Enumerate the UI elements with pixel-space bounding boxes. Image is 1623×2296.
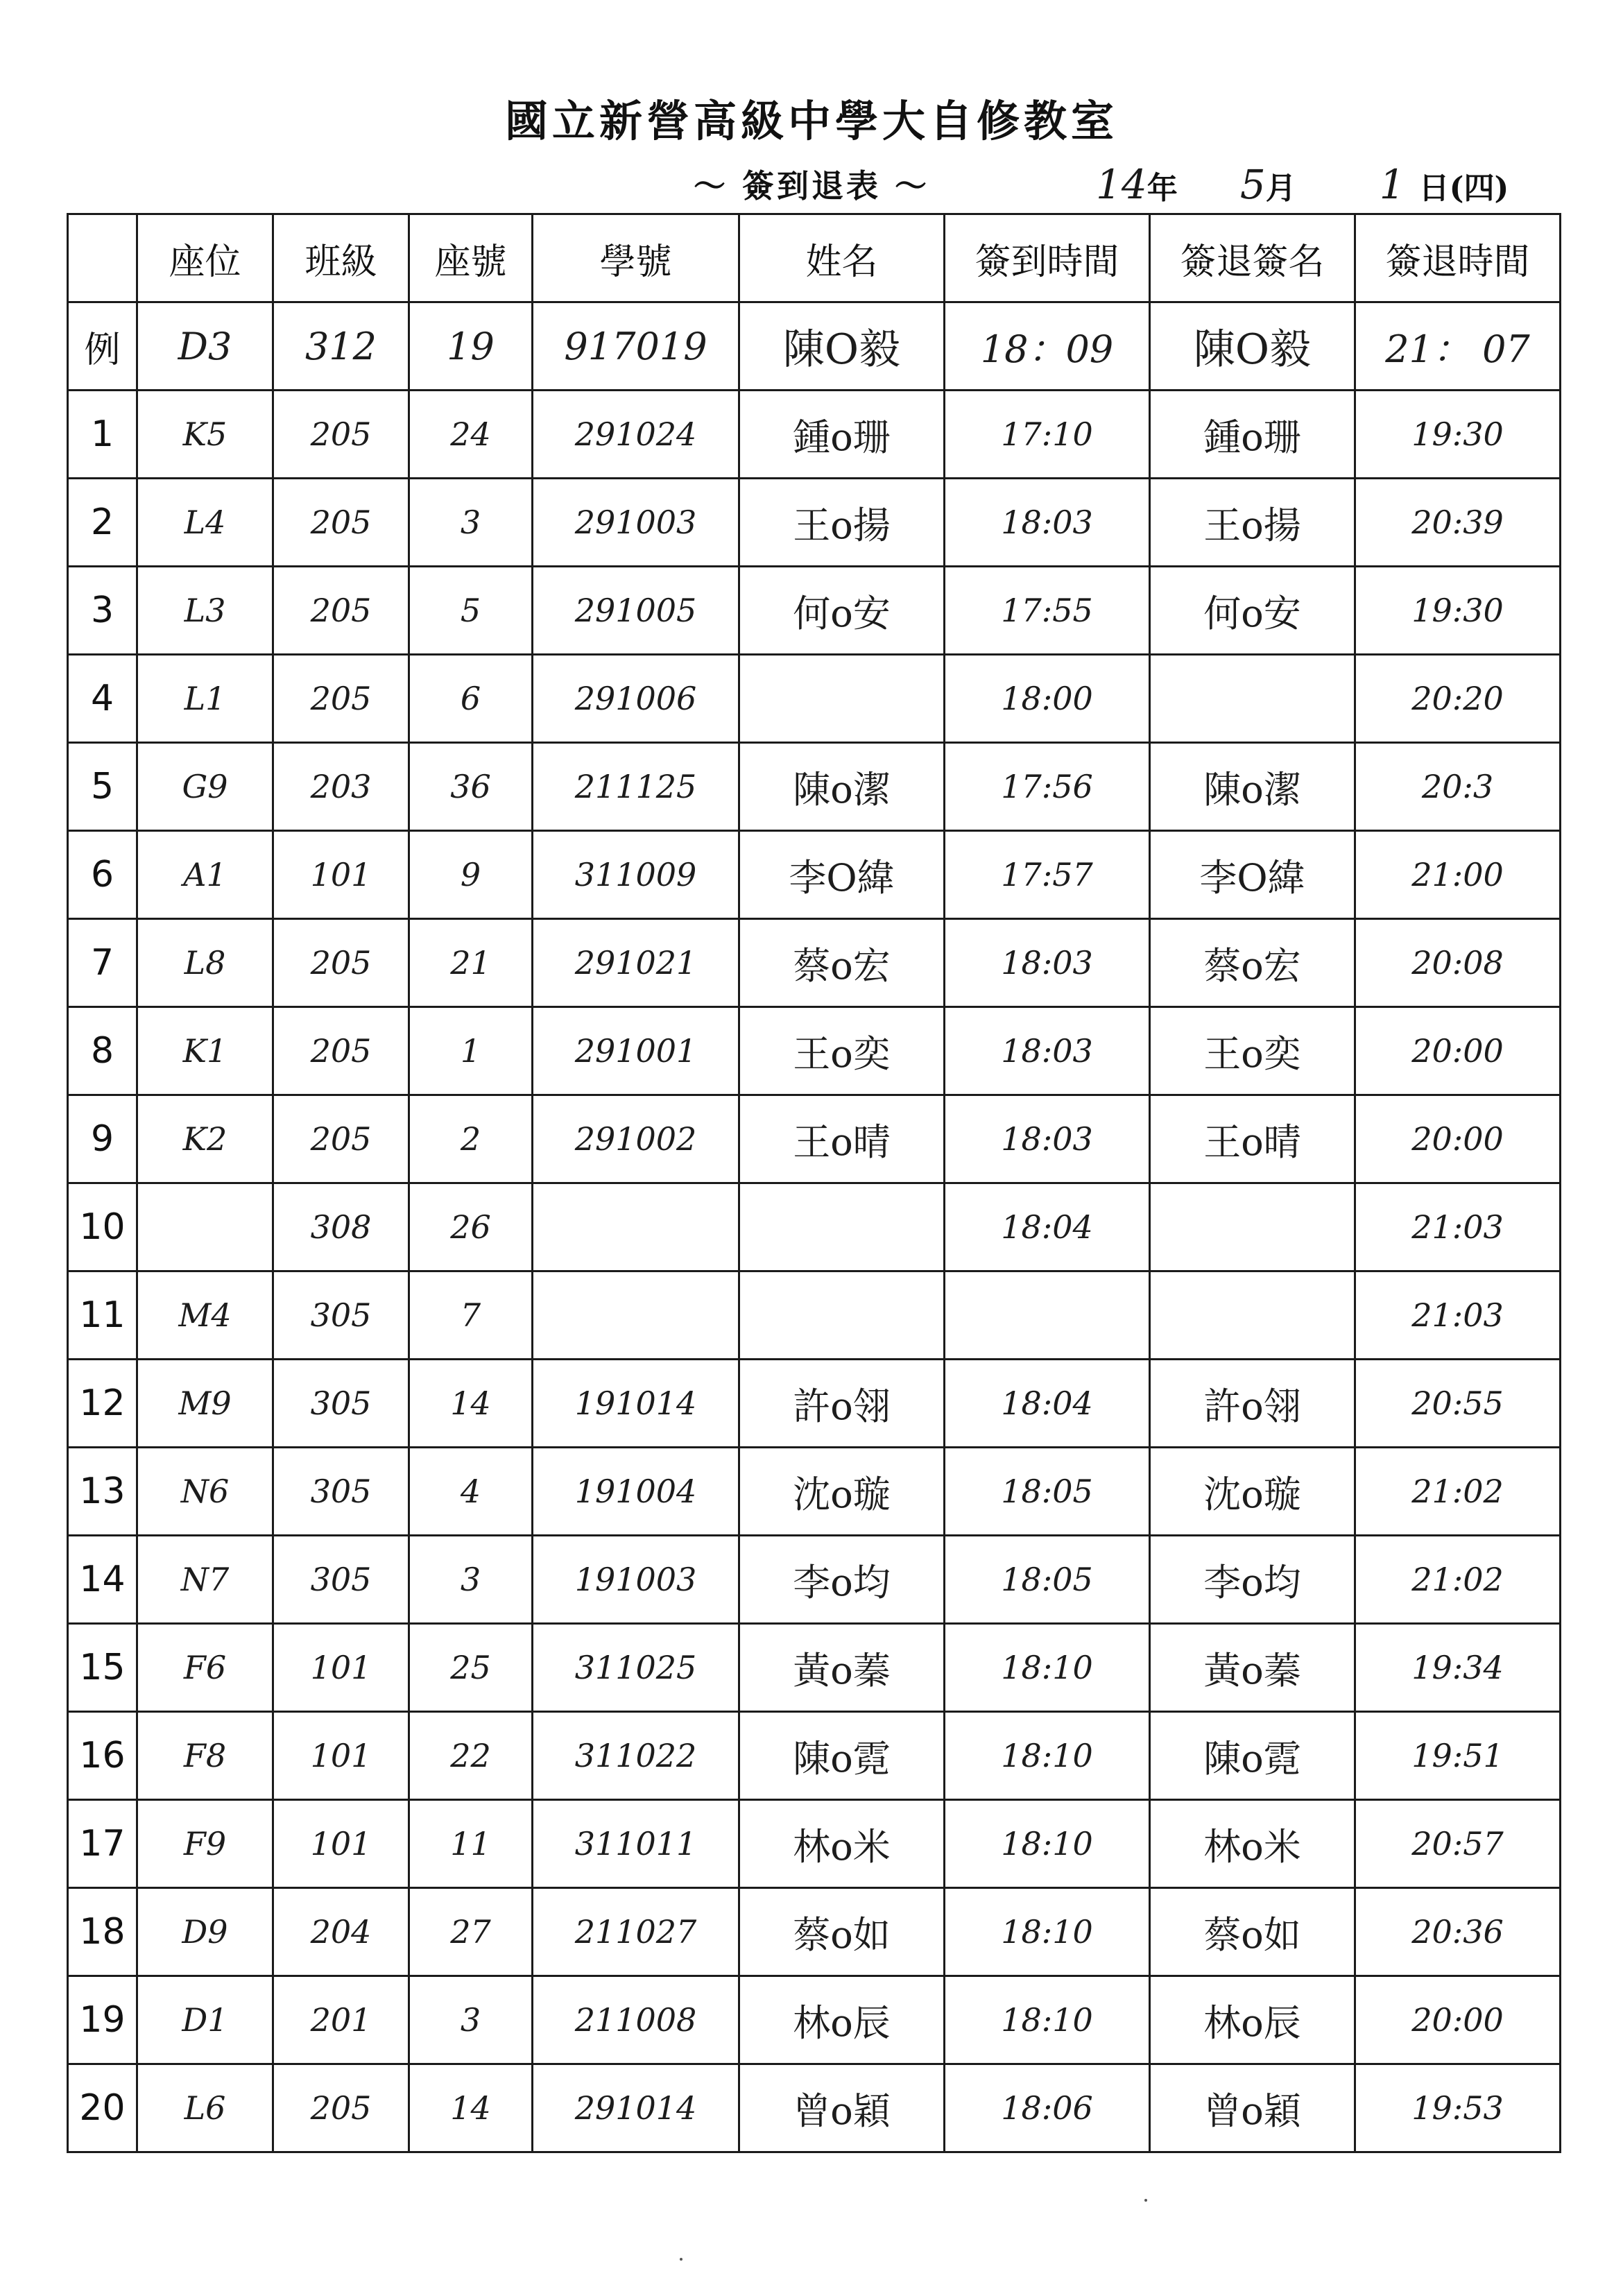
cell-class: 201 [273,1976,409,2064]
table-row [68,1183,1561,1271]
row-number: 3 [68,567,137,655]
row-number: 1 [68,391,137,479]
table-row [68,1976,1561,2064]
row-number: 17 [68,1800,137,1888]
cell-sign-in-time: 18:03 [945,919,1150,1007]
cell-sign-out-time: 20:00 [1355,1976,1561,2064]
cell-name: 陳o潔 [739,743,945,831]
row-number: 2 [68,479,137,567]
table-row [68,919,1561,1007]
cell-student-id: 191014 [533,1360,739,1448]
cell-name: 黃o蓁 [739,1624,945,1712]
table-row [68,1888,1561,1976]
cell-student-id: 311009 [533,831,739,919]
cell-sign-out-time: 20:20 [1355,655,1561,743]
cell-student-id: 291003 [533,479,739,567]
cell-sign-out-name: 李o均 [1150,1536,1355,1624]
table-row [68,2064,1561,2152]
cell-seat: N6 [137,1448,273,1536]
example-sign-out-name: 陳O毅 [1150,302,1355,391]
row-number: 9 [68,1095,137,1183]
row-number: 15 [68,1624,137,1712]
cell-class: 205 [273,1095,409,1183]
cell-number: 1 [409,1007,533,1095]
cell-sign-out-name [1150,655,1355,743]
cell-name: 李o均 [739,1536,945,1624]
cell-sign-out-time: 21:03 [1355,1183,1561,1271]
cell-sign-out-time: 20:00 [1355,1007,1561,1095]
example-student-id: 917019 [533,302,739,391]
scan-speck [1144,2199,1147,2202]
cell-name: 林o辰 [739,1976,945,2064]
cell-sign-out-time: 20:39 [1355,479,1561,567]
cell-number: 7 [409,1271,533,1360]
cell-class: 205 [273,655,409,743]
sheet-subtitle: ～ 簽到退表 ～ [694,167,930,205]
cell-name: 林o米 [739,1800,945,1888]
cell-name: 蔡o宏 [739,919,945,1007]
cell-student-id: 311022 [533,1712,739,1800]
cell-sign-out-name: 陳o霓 [1150,1712,1355,1800]
cell-number: 2 [409,1095,533,1183]
cell-number: 9 [409,831,533,919]
sheet-date [1096,161,1509,208]
cell-sign-out-name: 王o晴 [1150,1095,1355,1183]
cell-sign-out-name: 蔡o宏 [1150,919,1355,1007]
cell-sign-out-time: 19:51 [1355,1712,1561,1800]
cell-student-id [533,1271,739,1360]
cell-class: 101 [273,831,409,919]
col-header-sign-in-time: 簽到時間 [945,214,1150,302]
cell-sign-in-time: 18:00 [945,655,1150,743]
cell-name: 李O緯 [739,831,945,919]
cell-sign-in-time: 18:04 [945,1360,1150,1448]
cell-number: 3 [409,1536,533,1624]
header-row [68,214,1561,302]
cell-name: 王o揚 [739,479,945,567]
cell-sign-out-time: 21:02 [1355,1448,1561,1536]
cell-seat: L6 [137,2064,273,2152]
cell-name: 許o翎 [739,1360,945,1448]
example-sign-in-time: 18：09 [945,302,1150,391]
cell-seat: M4 [137,1271,273,1360]
row-number: 11 [68,1271,137,1360]
cell-sign-in-time: 18:06 [945,2064,1150,2152]
cell-sign-in-time [945,1271,1150,1360]
cell-class: 205 [273,1007,409,1095]
cell-sign-in-time: 17:55 [945,567,1150,655]
example-row [68,302,1561,391]
row-number: 20 [68,2064,137,2152]
cell-class: 101 [273,1624,409,1712]
row-number: 18 [68,1888,137,1976]
example-seat: D3 [137,302,273,391]
cell-sign-out-name: 林o米 [1150,1800,1355,1888]
cell-sign-in-time: 18:05 [945,1536,1150,1624]
date-year: 14 [1096,161,1147,208]
date-weekday: (四) [1449,171,1509,206]
cell-number: 24 [409,391,533,479]
cell-sign-out-name: 鍾o珊 [1150,391,1355,479]
cell-sign-in-time: 18:03 [945,479,1150,567]
cell-student-id: 211008 [533,1976,739,2064]
col-header-sign-out-name: 簽退簽名 [1150,214,1355,302]
cell-sign-in-time: 18:10 [945,1976,1150,2064]
cell-sign-out-name: 何o安 [1150,567,1355,655]
cell-seat: F6 [137,1624,273,1712]
cell-seat: A1 [137,831,273,919]
table-row [68,1800,1561,1888]
table-row [68,1007,1561,1095]
cell-sign-out-name [1150,1183,1355,1271]
row-number: 19 [68,1976,137,2064]
cell-class: 101 [273,1800,409,1888]
date-day: 1 [1379,161,1405,208]
cell-number: 26 [409,1183,533,1271]
row-number: 8 [68,1007,137,1095]
cell-sign-out-time: 19:34 [1355,1624,1561,1712]
cell-seat: K2 [137,1095,273,1183]
cell-number: 36 [409,743,533,831]
date-month: 5 [1239,161,1266,208]
cell-class: 205 [273,391,409,479]
cell-student-id: 311011 [533,1800,739,1888]
cell-name [739,655,945,743]
cell-student-id: 291024 [533,391,739,479]
col-header-number: 座號 [409,214,533,302]
cell-number: 4 [409,1448,533,1536]
example-class: 312 [273,302,409,391]
cell-class: 305 [273,1271,409,1360]
cell-class: 203 [273,743,409,831]
cell-number: 22 [409,1712,533,1800]
date-month-unit: 月 [1265,171,1296,206]
col-header-index [68,214,137,302]
sign-in-table [67,213,1561,2153]
cell-sign-out-name: 李O緯 [1150,831,1355,919]
cell-seat: N7 [137,1536,273,1624]
cell-number: 25 [409,1624,533,1712]
table-row [68,743,1561,831]
table-row [68,831,1561,919]
cell-student-id: 311025 [533,1624,739,1712]
cell-class: 101 [273,1712,409,1800]
cell-student-id: 191003 [533,1536,739,1624]
cell-sign-in-time: 18:04 [945,1183,1150,1271]
cell-sign-out-name: 蔡o如 [1150,1888,1355,1976]
cell-sign-in-time: 18:05 [945,1448,1150,1536]
table-row [68,1095,1561,1183]
table-row [68,655,1561,743]
cell-number: 14 [409,1360,533,1448]
cell-sign-out-time: 19:53 [1355,2064,1561,2152]
cell-name [739,1183,945,1271]
table-row [68,1271,1561,1360]
cell-class: 204 [273,1888,409,1976]
cell-seat: K1 [137,1007,273,1095]
cell-name: 王o奕 [739,1007,945,1095]
table-row [68,1448,1561,1536]
cell-sign-out-name: 陳o潔 [1150,743,1355,831]
table-row [68,567,1561,655]
cell-sign-out-name [1150,1271,1355,1360]
cell-student-id [533,1183,739,1271]
cell-sign-in-time: 18:10 [945,1624,1150,1712]
cell-sign-out-time: 19:30 [1355,567,1561,655]
cell-sign-in-time: 17:10 [945,391,1150,479]
cell-number: 21 [409,919,533,1007]
cell-class: 205 [273,919,409,1007]
cell-number: 11 [409,1800,533,1888]
row-number: 7 [68,919,137,1007]
cell-sign-out-name: 王o揚 [1150,479,1355,567]
cell-sign-out-name: 許o翎 [1150,1360,1355,1448]
cell-name: 王o晴 [739,1095,945,1183]
cell-class: 305 [273,1448,409,1536]
col-header-class: 班級 [273,214,409,302]
cell-name: 何o安 [739,567,945,655]
col-header-student-id: 學號 [533,214,739,302]
cell-seat: L8 [137,919,273,1007]
cell-class: 305 [273,1360,409,1448]
cell-sign-out-name: 林o辰 [1150,1976,1355,2064]
cell-sign-out-time: 20:57 [1355,1800,1561,1888]
scan-speck [680,2258,682,2261]
cell-number: 5 [409,567,533,655]
cell-number: 6 [409,655,533,743]
table-row [68,391,1561,479]
cell-name: 沈o璇 [739,1448,945,1536]
cell-student-id: 291014 [533,2064,739,2152]
cell-number: 14 [409,2064,533,2152]
sheet-title: 國立新營高級中學大自修教室 [504,96,1118,146]
cell-class: 205 [273,2064,409,2152]
table-row [68,1360,1561,1448]
table-row [68,1536,1561,1624]
cell-student-id: 191004 [533,1448,739,1536]
cell-name: 曾o穎 [739,2064,945,2152]
cell-name [739,1271,945,1360]
example-name: 陳O毅 [739,302,945,391]
cell-student-id: 291001 [533,1007,739,1095]
row-number: 14 [68,1536,137,1624]
cell-class: 205 [273,479,409,567]
cell-student-id: 291006 [533,655,739,743]
cell-sign-out-time: 21:00 [1355,831,1561,919]
row-number: 4 [68,655,137,743]
cell-class: 305 [273,1536,409,1624]
cell-seat: G9 [137,743,273,831]
cell-name: 鍾o珊 [739,391,945,479]
date-year-unit: 年 [1147,171,1178,206]
col-header-name: 姓名 [739,214,945,302]
cell-sign-in-time: 17:57 [945,831,1150,919]
cell-sign-out-name: 沈o璇 [1150,1448,1355,1536]
cell-seat: D1 [137,1976,273,2064]
cell-sign-in-time: 18:10 [945,1712,1150,1800]
cell-seat: L1 [137,655,273,743]
cell-seat: F8 [137,1712,273,1800]
cell-student-id: 291005 [533,567,739,655]
row-number: 13 [68,1448,137,1536]
cell-number: 27 [409,1888,533,1976]
row-number: 5 [68,743,137,831]
date-day-unit: 日 [1418,171,1450,206]
cell-sign-in-time: 18:10 [945,1888,1150,1976]
cell-sign-in-time: 18:03 [945,1095,1150,1183]
cell-sign-out-name: 曾o穎 [1150,2064,1355,2152]
cell-sign-out-time: 20:55 [1355,1360,1561,1448]
cell-sign-out-time: 20:36 [1355,1888,1561,1976]
cell-class: 308 [273,1183,409,1271]
cell-sign-out-time: 21:03 [1355,1271,1561,1360]
cell-sign-out-name: 王o奕 [1150,1007,1355,1095]
cell-class: 205 [273,567,409,655]
cell-student-id: 211027 [533,1888,739,1976]
row-number: 12 [68,1360,137,1448]
cell-number: 3 [409,1976,533,2064]
cell-seat: K5 [137,391,273,479]
cell-seat: L4 [137,479,273,567]
col-header-seat: 座位 [137,214,273,302]
row-number: 10 [68,1183,137,1271]
cell-sign-out-time: 20:08 [1355,919,1561,1007]
cell-seat [137,1183,273,1271]
cell-sign-out-time: 19:30 [1355,391,1561,479]
cell-seat: L3 [137,567,273,655]
example-label: 例 [68,302,137,391]
cell-seat: F9 [137,1800,273,1888]
row-number: 16 [68,1712,137,1800]
cell-number: 3 [409,479,533,567]
example-sign-out-time: 21： 07 [1355,302,1561,391]
row-number: 6 [68,831,137,919]
table-row [68,1712,1561,1800]
cell-seat: D9 [137,1888,273,1976]
cell-name: 陳o霓 [739,1712,945,1800]
cell-sign-out-time: 20:00 [1355,1095,1561,1183]
cell-student-id: 291021 [533,919,739,1007]
cell-sign-in-time: 18:03 [945,1007,1150,1095]
cell-name: 蔡o如 [739,1888,945,1976]
cell-sign-out-time: 20:3 [1355,743,1561,831]
cell-sign-in-time: 17:56 [945,743,1150,831]
table-row [68,479,1561,567]
cell-student-id: 291002 [533,1095,739,1183]
table-row [68,1624,1561,1712]
cell-sign-out-name: 黃o蓁 [1150,1624,1355,1712]
cell-sign-out-time: 21:02 [1355,1536,1561,1624]
example-number: 19 [409,302,533,391]
cell-seat: M9 [137,1360,273,1448]
cell-sign-in-time: 18:10 [945,1800,1150,1888]
cell-student-id: 211125 [533,743,739,831]
col-header-sign-out-time: 簽退時間 [1355,214,1561,302]
